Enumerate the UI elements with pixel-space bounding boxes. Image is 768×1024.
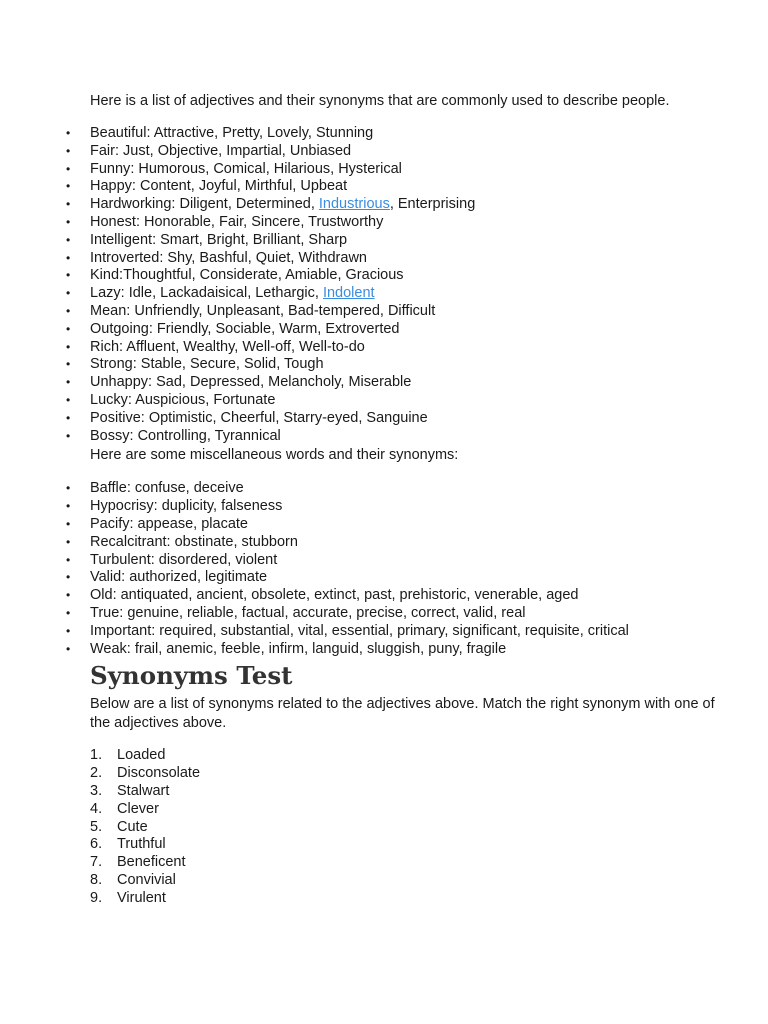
test-item-number: 1. <box>90 747 103 764</box>
synonyms-text: Stable, Secure, Solid, Tough <box>140 356 324 373</box>
adjective-word: Positive <box>90 409 141 426</box>
adjective-item <box>90 161 730 179</box>
adjective-item <box>90 285 730 303</box>
test-item-number: 6. <box>90 836 103 853</box>
test-item <box>90 765 730 783</box>
separator: : <box>148 320 157 337</box>
test-item <box>90 801 730 819</box>
adjective-word: Outgoing <box>90 320 149 337</box>
test-intro: Below are a list of synonyms related to the adjectives above. Match the right synonym with one of the adjectives above. <box>90 696 715 732</box>
separator: : <box>159 249 168 266</box>
misc-word-item: • Pacify: appease, placate <box>90 516 730 534</box>
misc-word-item: • True: genuine, reliable, factual, accurate, precise, correct, valid, real <box>90 605 730 623</box>
adjective-word: Lucky <box>90 391 128 408</box>
adjective-word: Intelligent <box>90 231 153 248</box>
adjective-item <box>90 374 730 392</box>
test-item-word: Cute <box>117 818 148 835</box>
synonyms-text: Humorous, Comical, Hilarious, Hysterical <box>138 160 402 177</box>
adjective-item <box>90 339 730 357</box>
separator: : <box>152 231 161 248</box>
synonym-link[interactable]: Indolent <box>322 285 375 302</box>
adjective-word: Rich <box>90 338 120 355</box>
adjective-item <box>90 232 730 250</box>
adjective-word: Kind <box>90 267 120 284</box>
separator: : <box>127 391 136 408</box>
synonyms-test-list <box>90 747 730 907</box>
adjective-item <box>90 250 730 268</box>
adjective-item <box>90 267 730 285</box>
separator: : <box>146 125 154 141</box>
adjective-item <box>90 196 730 214</box>
separator: : <box>130 160 139 177</box>
separator: : <box>135 213 145 230</box>
synonyms-text: Unfriendly, Unpleasant, Bad-tempered, Difficult <box>134 302 436 319</box>
test-item <box>90 890 730 908</box>
misc-word-list <box>90 480 730 658</box>
synonyms-text: Just, Objective, Impartial, Unbiased <box>123 142 352 159</box>
adjective-word: Unhappy <box>90 374 149 391</box>
adjective-word: Honest <box>90 213 136 230</box>
misc-word-item: • Hypocrisy: duplicity, falseness <box>90 498 730 516</box>
adjective-item <box>90 392 730 410</box>
synonyms-text: Content, Joyful, Mirthful, Upbeat <box>139 178 348 195</box>
test-item-word: Clever <box>117 800 159 817</box>
test-item <box>90 854 730 872</box>
synonyms-text: Affluent, Wealthy, Well-off, Well-to-do <box>126 338 365 355</box>
test-item-number: 4. <box>90 800 103 817</box>
synonyms-text: Controlling, Tyrannical <box>137 427 281 444</box>
adjective-item <box>90 125 730 143</box>
test-item-number: 9. <box>90 889 103 906</box>
test-item <box>90 836 730 854</box>
adjective-item <box>90 178 730 196</box>
adjective-list <box>90 125 730 445</box>
synonyms-text: Optimistic, Cheerful, Starry-eyed, Sanguine <box>148 409 428 426</box>
test-item-number: 3. <box>90 782 103 799</box>
test-item <box>90 872 730 890</box>
test-item-word: Disconsolate <box>117 765 201 782</box>
synonyms-text: Attractive, Pretty, Lovely, Stunning <box>153 125 374 141</box>
synonym-link[interactable]: Industrious <box>318 196 390 213</box>
separator: : <box>148 374 157 391</box>
adjective-item <box>90 214 730 232</box>
synonyms-text: Idle, Lackadaisical, Lethargic, <box>128 285 323 302</box>
misc-word-item: • Baffle: confuse, deceive <box>90 480 730 498</box>
adjective-word: Lazy <box>90 285 121 302</box>
test-item-word: Truthful <box>117 836 166 853</box>
synonyms-text: Smart, Bright, Brilliant, Sharp <box>160 231 348 248</box>
adjective-word: Strong <box>90 356 133 373</box>
misc-word-item: • Weak: frail, anemic, feeble, infirm, languid, sluggish, puny, fragile <box>90 641 730 659</box>
test-item-word: Convivial <box>117 871 176 888</box>
document-content <box>90 92 730 907</box>
adjective-item <box>90 321 730 339</box>
separator: : <box>114 142 124 159</box>
synonyms-test-heading: Synonyms Test <box>90 661 293 691</box>
test-item-word: Stalwart <box>117 782 170 799</box>
synonyms-text: Diligent, Determined, <box>179 196 319 213</box>
test-item-number: 7. <box>90 854 103 871</box>
misc-word-item: • Turbulent: disordered, violent <box>90 552 730 570</box>
test-item-number: 5. <box>90 818 103 835</box>
intro-paragraph: Here is a list of adjectives and their synonyms that are commonly used to describe people. <box>90 93 670 109</box>
test-item-number: 8. <box>90 871 103 888</box>
adjective-word: Beautiful <box>90 125 147 141</box>
misc-intro: Here are some miscellaneous words and their synonyms: <box>90 447 459 464</box>
adjective-word: Bossy <box>90 427 130 444</box>
test-item <box>90 819 730 837</box>
adjective-word: Funny <box>90 160 131 177</box>
synonyms-text: Sad, Depressed, Melancholy, Miserable <box>156 374 412 391</box>
adjective-item <box>90 428 730 446</box>
adjective-item <box>90 410 730 428</box>
test-item-word: Loaded <box>117 747 166 764</box>
separator: : <box>140 409 149 426</box>
misc-word-item: • Recalcitrant: obstinate, stubborn <box>90 534 730 552</box>
synonyms-text-after: , Enterprising <box>389 196 476 213</box>
adjective-item <box>90 303 730 321</box>
adjective-word: Fair <box>90 142 115 159</box>
synonyms-text: Auspicious, Fortunate <box>135 391 276 408</box>
adjective-item <box>90 143 730 161</box>
test-item <box>90 747 730 765</box>
separator: : <box>131 178 140 195</box>
adjective-word: Happy <box>90 178 132 195</box>
synonyms-text: Thoughtful, Considerate, Amiable, Gracious <box>123 267 404 284</box>
separator: : <box>120 285 129 302</box>
separator: : <box>132 356 141 373</box>
synonyms-text: Honorable, Fair, Sincere, Trustworthy <box>144 213 384 230</box>
misc-word-item: • Important: required, substantial, vital, essential, primary, significant, requisite, critical <box>90 623 730 641</box>
separator: : <box>119 267 124 284</box>
separator: : <box>126 302 135 319</box>
adjective-item <box>90 356 730 374</box>
adjective-word: Introverted <box>90 249 160 266</box>
adjective-word: Mean <box>90 302 127 319</box>
test-item-word: Virulent <box>117 889 166 906</box>
synonyms-text: Shy, Bashful, Quiet, Withdrawn <box>167 249 367 266</box>
test-item-number: 2. <box>90 765 103 782</box>
misc-word-item: • Valid: authorized, legitimate <box>90 569 730 587</box>
separator: : <box>129 427 138 444</box>
test-item <box>90 783 730 801</box>
separator: : <box>119 338 127 355</box>
test-item-word: Beneficent <box>117 854 186 871</box>
synonyms-text: Friendly, Sociable, Warm, Extroverted <box>156 320 400 337</box>
separator: : <box>171 196 180 213</box>
adjective-word: Hardworking <box>90 196 172 213</box>
misc-word-item: • Old: antiquated, ancient, obsolete, extinct, past, prehistoric, venerable, aged <box>90 587 730 605</box>
